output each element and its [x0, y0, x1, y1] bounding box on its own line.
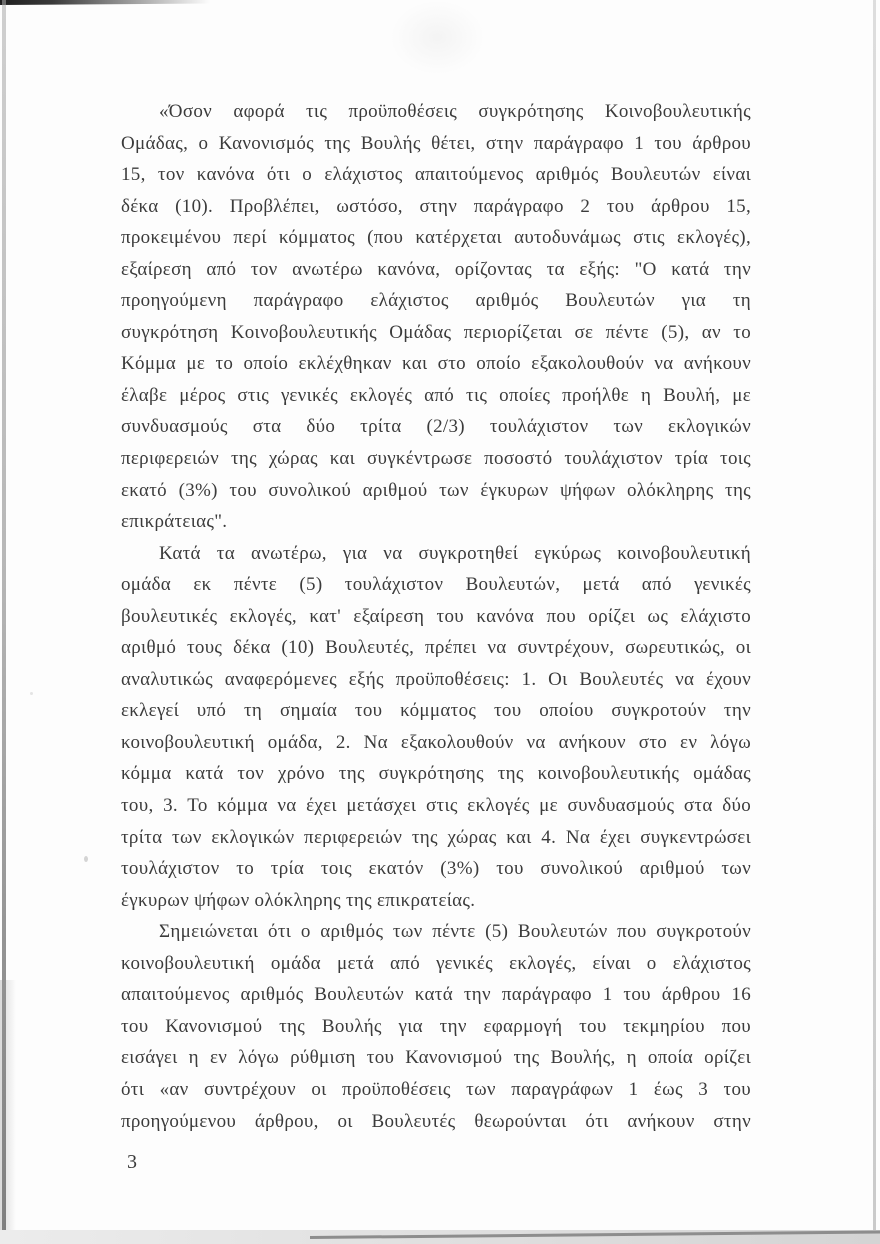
- text-line: τουλάχιστον το τρία τοις εκατόν (3%) του συνολικού αριθμού των: [121, 858, 751, 880]
- text-line: του Κανονισμού της Βουλής για την εφαρμογή του τεκμηρίου που: [121, 1015, 751, 1037]
- scan-speckle: [30, 692, 33, 695]
- text-line: του, 3. Το κόμμα να έχει μετάσχει στις εκλογές με συνδυασμούς στα δύο: [121, 795, 751, 817]
- text-line: προηγούμενου άρθρου, οι Βουλευτές θεωρούνται ότι ανήκουν στην: [121, 1110, 751, 1132]
- text-line: κοινοβουλευτική ομάδα μετά από γενικές εκλογές, είναι ο ελάχιστος: [121, 952, 751, 974]
- page-number: 3: [127, 1151, 137, 1173]
- text-line: αναλυτικώς αναφερόμενες εξής προϋποθέσεις: 1. Οι Βουλευτές να έχουν: [121, 668, 751, 690]
- text-line: αριθμό τους δέκα (10) Βουλευτές, πρέπει να συντρέχουν, σωρευτικώς, οι: [121, 637, 751, 659]
- text-line: επικράτειας".: [121, 511, 228, 533]
- scan-speckle: [84, 856, 88, 862]
- text-line: εκατό (3%) του συνολικού αριθμού των έγκυρων ψήφων ολόκληρης της: [121, 479, 751, 501]
- text-line: προκειμένου περί κόμματος (που κατέρχεται αυτοδυνάμως στις εκλογές),: [121, 227, 751, 249]
- text-line: Κόμμα με το οποίο εκλέχθηκαν και στο οποίο εξακολουθούν να ανήκουν: [121, 353, 751, 375]
- text-line: βουλευτικές εκλογές, κατ' εξαίρεση του κανόνα που ορίζει ως ελάχιστο: [121, 605, 751, 627]
- scan-right-edge-line: [873, 0, 876, 1244]
- text-line: Σημειώνεται ότι ο αριθμός των πέντε (5) Βουλευτών που συγκροτούν: [159, 921, 751, 943]
- scan-top-edge-shadow: [0, 0, 210, 5]
- text-line: «Όσον αφορά τις προϋποθέσεις συγκρότησης Κοινοβουλευτικής: [159, 101, 751, 122]
- text-line: δέκα (10). Προβλέπει, ωστόσο, στην παράγραφο 2 του άρθρου 15,: [121, 195, 751, 217]
- text-line: συνδυασμούς στα δύο τρίτα (2/3) τουλάχιστον των εκλογικών: [121, 416, 751, 438]
- text-line: εισάγει η εν λόγω ρύθμιση του Κανονισμού της Βουλής, η οποία ορίζει: [121, 1047, 751, 1069]
- text-line: έλαβε μέρος στις γενικές εκλογές από τις οποίες προήλθε η Βουλή, με: [121, 384, 751, 406]
- text-line: Ομάδας, ο Κανονισμός της Βουλής θέτει, στην παράγραφο 1 του άρθρου: [121, 132, 751, 154]
- text-line: περιφερειών της χώρας και συγκέντρωσε ποσοστό τουλάχιστον τρία τοις: [121, 448, 751, 470]
- text-line: έγκυρων ψήφων ολόκληρης της επικρατείας.: [121, 889, 476, 911]
- text-line: κοινοβουλευτική ομάδα, 2. Να εξακολουθούν να ανήκουν στο εν λόγω: [121, 731, 751, 753]
- text-line: κόμμα κατά τον χρόνο της συγκρότησης της κοινοβουλευτικής ομάδας: [121, 763, 751, 785]
- scan-smudge: [390, 0, 485, 75]
- text-line: 15, τον κανόνα ότι ο ελάχιστος απαιτούμενος αριθμός Βουλευτών είναι: [121, 164, 751, 186]
- text-line: τρίτα των εκλογικών περιφερειών της χώρας και 4. Να έχει συγκεντρώσει: [121, 826, 751, 848]
- text-line: ότι «αν συντρέχουν οι προϋποθέσεις των παραγράφων 1 έως 3 του: [121, 1078, 751, 1100]
- scan-left-edge-soft-shadow: [0, 980, 16, 1244]
- text-line: εκλεγεί υπό τη σημαία του κόμματος του οποίου συγκροτούν την: [121, 700, 751, 722]
- text-line: Κατά τα ανωτέρω, για να συγκροτηθεί εγκύρως κοινοβουλευτική: [159, 542, 751, 564]
- text-line: απαιτούμενος αριθμός Βουλευτών κατά την παράγραφο 1 του άρθρου 16: [121, 984, 751, 1006]
- document-text: [121, 96, 751, 1137]
- text-line: προηγούμενη παράγραφο ελάχιστος αριθμός Βουλευτών για τη: [121, 290, 751, 312]
- text-line: εξαίρεση από τον ανωτέρω κανόνα, ορίζοντας τα εξής: "Ο κατά την: [121, 258, 751, 280]
- text-line: ομάδα εκ πέντε (5) τουλάχιστον Βουλευτών, μετά από γενικές: [121, 574, 751, 596]
- text-line: συγκρότηση Κοινοβουλευτικής Ομάδας περιορίζεται σε πέντε (5), αν το: [121, 321, 751, 343]
